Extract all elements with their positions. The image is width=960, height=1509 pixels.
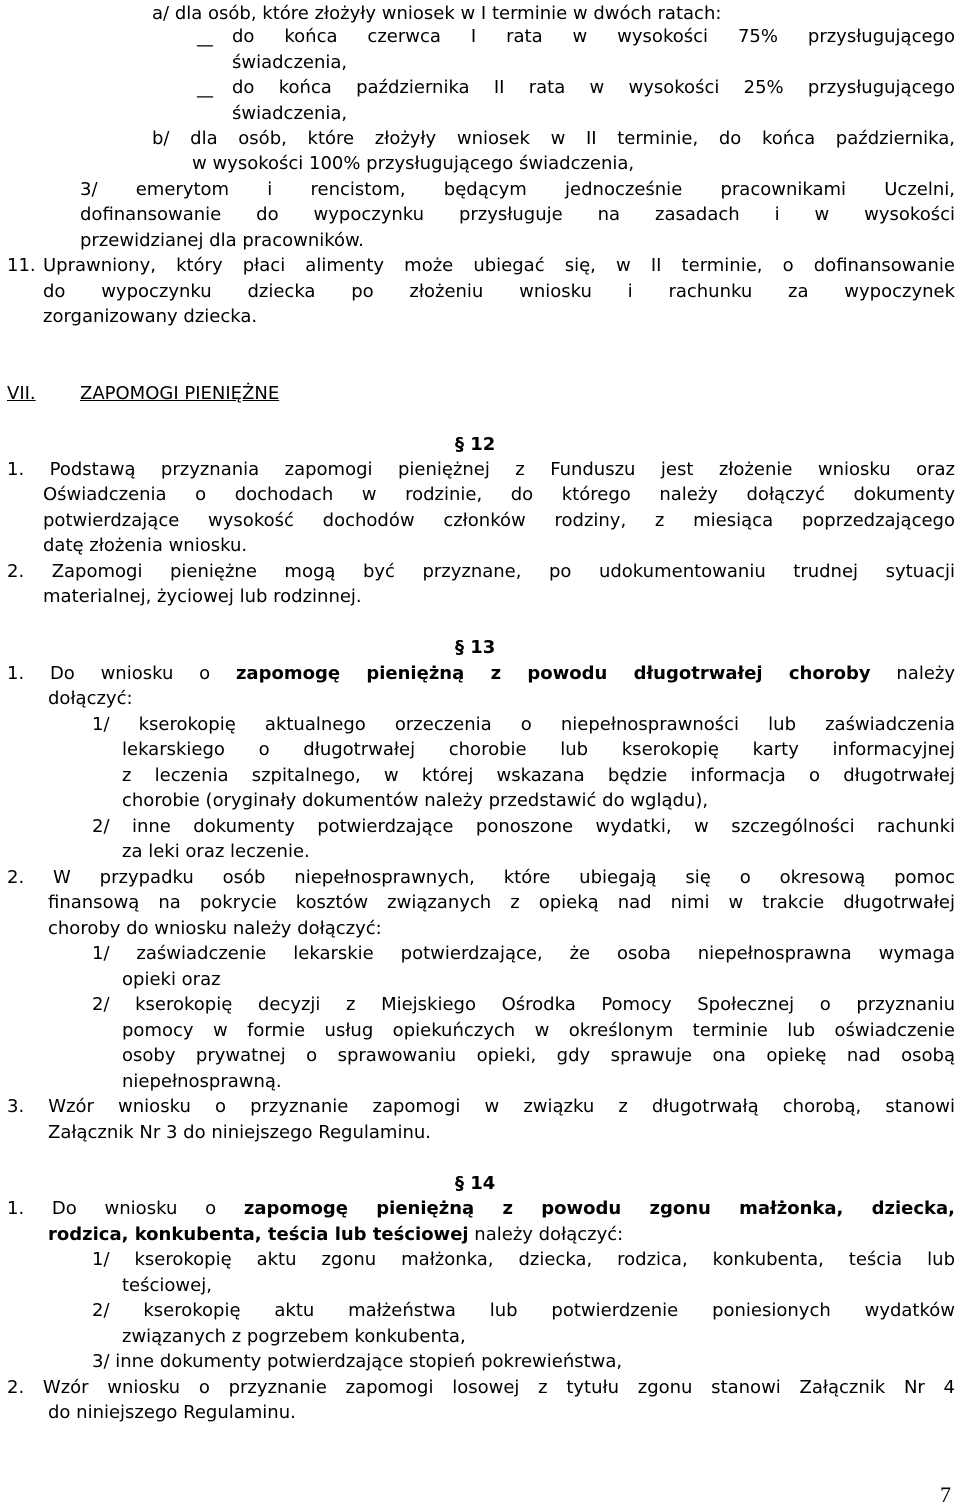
- section-title: ZAPOMOGI PIENIĘŻNE: [80, 383, 280, 404]
- par13-sub1-line: 1/ kserokopię aktualnego orzeczenia o niepełnosprawności lub zaświadczenia: [92, 714, 955, 735]
- item-3-end: przewidzianej dla pracowników.: [80, 230, 364, 251]
- par14-sub2-end: związanych z pogrzebem konkubenta,: [122, 1326, 466, 1347]
- par13-sub1-end: chorobie (oryginały dokumentów należy przedstawić do wglądu),: [122, 790, 709, 811]
- par13-sub2-line: 2/ inne dokumenty potwierdzające ponoszone wydatki, w szczególności rachunki: [92, 816, 955, 837]
- dash-icon: —: [196, 86, 214, 107]
- page-number: 7: [940, 1482, 951, 1507]
- paragraph-14-heading: § 14: [455, 1173, 496, 1194]
- par13-sub1-cont: lekarskiego o długotrwałej chorobie lub kserokopię karty informacyjnej: [122, 739, 955, 760]
- item-b-cont: w wysokości 100% przysługującego świadczenia,: [192, 153, 635, 174]
- par13-item1-line: 1. Do wniosku o zapomogę pieniężną z powodu długotrwałej choroby należy: [7, 663, 955, 684]
- point-11-line: Uprawniony, który płaci alimenty może ubiegać się, w II terminie, o dofinansowanie: [43, 255, 955, 276]
- par13-item2-sub2-cont: pomocy w formie usług opiekuńczych w określonym terminie lub oświadczenie: [122, 1020, 955, 1041]
- point-11-end: zorganizowany dziecka.: [43, 306, 258, 327]
- item-3-cont: dofinansowanie do wypoczynku przysługuje na zasadach i w wysokości: [80, 204, 955, 225]
- par13-item1-bold: zapomogę pieniężną z powodu długotrwałej choroby: [235, 663, 871, 684]
- par12-item1-cont2: potwierdzające wysokość dochodów członków rodziny, z miesiąca poprzedzającego: [43, 510, 955, 531]
- par13-item2-sub1-line: 1/ zaświadczenie lekarskie potwierdzające, że osoba niepełnosprawna wymaga: [92, 943, 955, 964]
- item-b-line: b/ dla osób, które złożyły wniosek w II terminie, do końca października,: [152, 128, 955, 149]
- par14-item1-bold: zapomogę pieniężną z powodu zgonu małżonka, dziecka,: [243, 1198, 956, 1219]
- par13-item2-sub2-cont2: osoby prywatnej o sprawowaniu opieki, gdy sprawuje ona opiekę nad osobą: [122, 1045, 955, 1066]
- par13-item2-sub2-end: niepełnosprawną.: [122, 1071, 282, 1092]
- par12-item1-end: datę złożenia wniosku.: [43, 535, 248, 556]
- point-11-number: 11.: [7, 255, 36, 276]
- par14-sub1-end: teściowej,: [122, 1275, 212, 1296]
- par12-item1-line: 1. Podstawą przyznania zapomogi pieniężnej z Funduszu jest złożenie wniosku oraz: [7, 459, 955, 480]
- par14-item2-end: do niniejszego Regulaminu.: [48, 1402, 296, 1423]
- point-11-cont: do wypoczynku dziecka po złożeniu wniosku i rachunku za wypoczynek: [43, 281, 955, 302]
- par13-item3-end: Załącznik Nr 3 do niniejszego Regulaminu.: [48, 1122, 431, 1143]
- item-a-rate2: do końca października II rata w wysokości 25% przysługującego: [232, 77, 955, 98]
- par12-item1-cont: Oświadczenia o dochodach w rodzinie, do którego należy dołączyć dokumenty: [43, 484, 955, 505]
- par14-sub3-line: 3/ inne dokumenty potwierdzające stopień pokrewieństwa,: [92, 1351, 623, 1372]
- par13-item2-line: 2. W przypadku osób niepełnosprawnych, które ubiegają się o okresową pomoc: [7, 867, 955, 888]
- par13-item2-sub1-end: opieki oraz: [122, 969, 221, 990]
- paragraph-13-heading: § 13: [455, 637, 496, 658]
- item-a-rate1: do końca czerwca I rata w wysokości 75% przysługującego: [232, 26, 955, 47]
- par13-item2-cont2: choroby do wniosku należy dołączyć:: [48, 918, 382, 939]
- par13-item1-cont: dołączyć:: [48, 688, 133, 709]
- item-a-rate1-cont: świadczenia,: [232, 52, 348, 73]
- par13-sub2-end: za leki oraz leczenie.: [122, 841, 310, 862]
- par14-item1-line: 1. Do wniosku o zapomogę pieniężną z powodu zgonu małżonka, dziecka,: [7, 1198, 956, 1219]
- par14-item2-line: 2. Wzór wniosku o przyznanie zapomogi losowej z tytułu zgonu stanowi Załącznik Nr 4: [7, 1377, 955, 1398]
- par13-sub1-cont2: z leczenia szpitalnego, w której wskazana będzie informacja o długotrwałej: [122, 765, 955, 786]
- item-a-rate2-cont: świadczenia,: [232, 103, 348, 124]
- par14-sub2-line: 2/ kserokopię aktu małżeństwa lub potwierdzenie poniesionych wydatków: [92, 1300, 955, 1321]
- par13-item3-line: 3. Wzór wniosku o przyznanie zapomogi w związku z długotrwałą chorobą, stanowi: [7, 1096, 955, 1117]
- par14-item1-bold-cont: rodzica, konkubenta, teścia lub teściowej: [48, 1224, 469, 1245]
- par13-item2-cont: finansową na pokrycie kosztów związanych z opieką nad nimi w trakcie długotrwałej: [48, 892, 955, 913]
- section-number: VII.: [7, 383, 36, 404]
- par14-item1-cont: rodzica, konkubenta, teścia lub teściowej należy dołączyć:: [48, 1224, 624, 1245]
- par12-item2-end: materialnej, życiowej lub rodzinnej.: [43, 586, 362, 607]
- item-a-line: a/ dla osób, które złożyły wniosek w I terminie w dwóch ratach:: [152, 3, 722, 24]
- par12-item2-line: 2. Zapomogi pieniężne mogą być przyznane, po udokumentowaniu trudnej sytuacji: [7, 561, 955, 582]
- paragraph-12-heading: § 12: [455, 434, 496, 455]
- par13-item2-sub2-line: 2/ kserokopię decyzji z Miejskiego Ośrodka Pomocy Społecznej o przyznaniu: [92, 994, 955, 1015]
- dash-icon: —: [196, 35, 214, 56]
- item-3-line: 3/ emerytom i rencistom, będącym jednocześnie pracownikami Uczelni,: [80, 179, 955, 200]
- par14-sub1-line: 1/ kserokopię aktu zgonu małżonka, dziecka, rodzica, konkubenta, teścia lub: [92, 1249, 955, 1270]
